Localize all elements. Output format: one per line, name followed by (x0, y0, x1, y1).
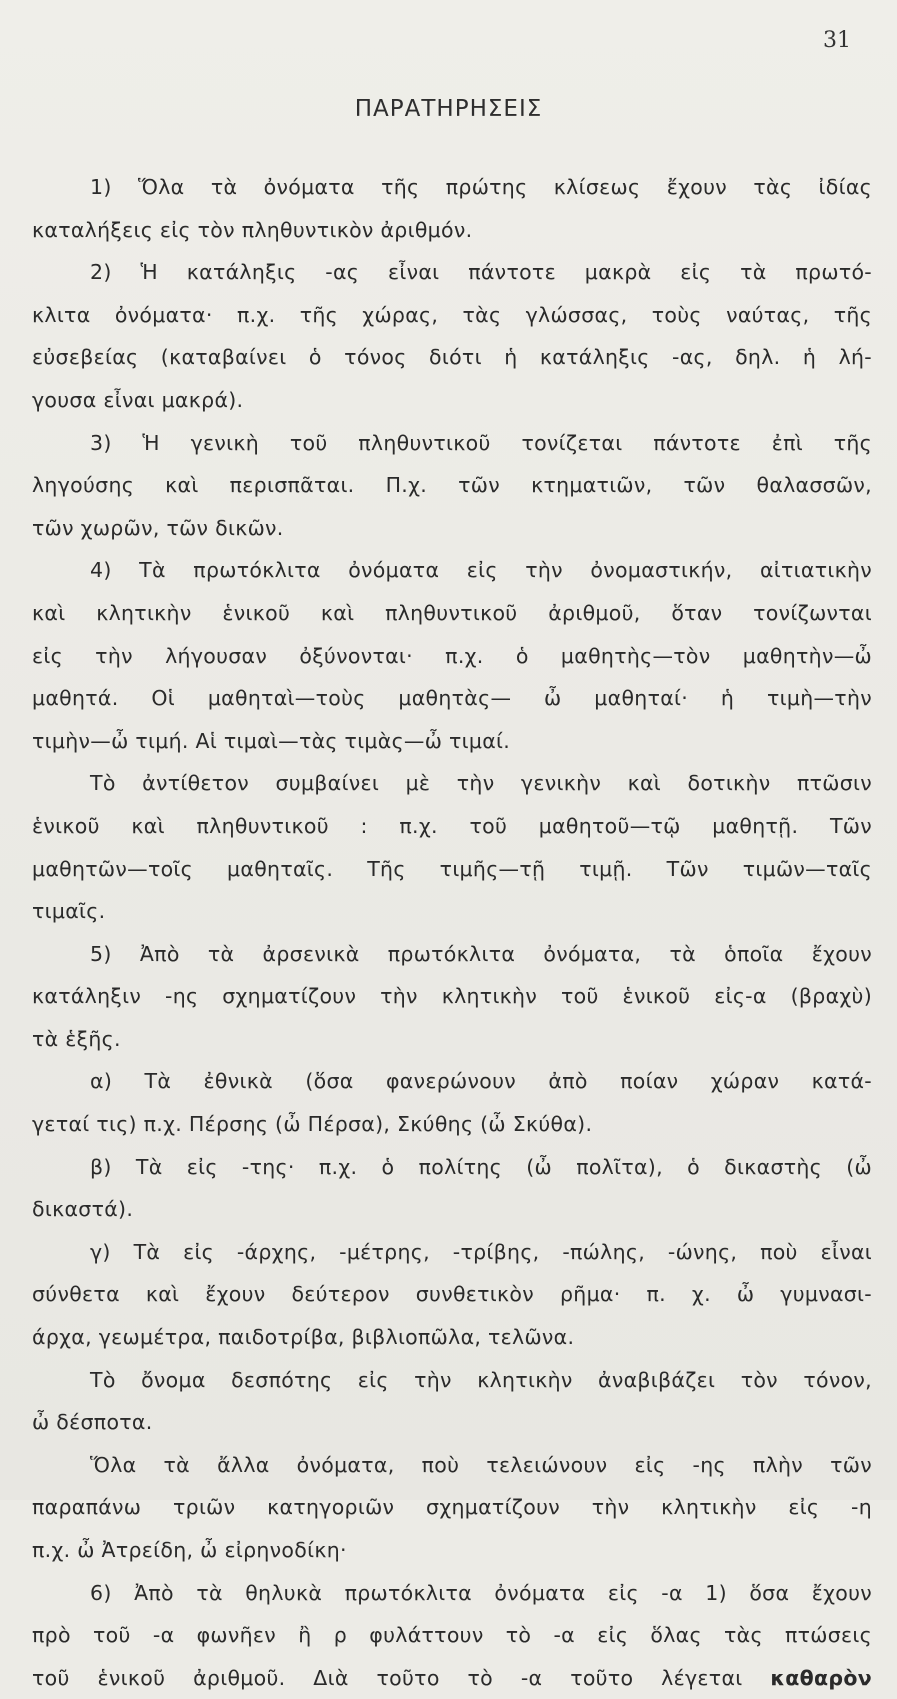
text-line-content: δικαστά). (32, 1197, 134, 1222)
text-line (32, 1188, 872, 1231)
text-line (32, 1060, 872, 1103)
text-line-content: ἑνικοῦ καὶ πληθυντικοῦ : π.χ. τοῦ μαθητοῦ—τῷ μαθητῇ. Τῶν (32, 813, 872, 838)
text-line-content: καὶ κλητικὴν ἑνικοῦ καὶ πληθυντικοῦ ἀριθμοῦ, ὅταν τονίζωνται (32, 600, 872, 625)
bold-word: καθαρὸν (770, 1665, 872, 1690)
text-line (32, 294, 872, 337)
text-line-content: πρὸ τοῦ -α φωνῆεν ἢ ρ φυλάττουν τὸ -α εἰς ὅλας τὰς πτώσεις (32, 1623, 872, 1648)
text-line-content: παραπάνω τριῶν κατηγοριῶν σχηματίζουν τὴν κλητικὴν εἰς -η (32, 1495, 872, 1520)
text-line (32, 1614, 872, 1657)
text-line (32, 1401, 872, 1444)
text-line-content: καταλήξεις εἰς τὸν πληθυντικὸν ἀριθμόν. (32, 217, 473, 242)
text-line (32, 166, 872, 209)
text-line-content: τοῦ ἑνικοῦ ἀριθμοῦ. Διὰ τοῦτο τὸ -α τοῦτο λέγεται (32, 1665, 743, 1690)
text-line-content: κατάληξιν -ης σχηματίζουν τὴν κλητικὴν τοῦ ἑνικοῦ εἰς-α (βραχὺ) (32, 984, 872, 1009)
text-line-content: εὐσεβείας (καταβαίνει ὁ τόνος διότι ἡ κατάληξις -ας, δηλ. ἡ λή- (32, 345, 872, 370)
text-line-content: μαθητά. Οἱ μαθηταὶ—τοὺς μαθητὰς— ὦ μαθηταί· ἡ τιμὴ—τὴν (32, 686, 872, 711)
text-line (32, 379, 872, 422)
text-line (32, 1529, 872, 1572)
text-line-content: 6) Ἀπὸ τὰ θηλυκὰ πρωτόκλιτα ὀνόματα εἰς -α 1) ὅσα ἔχουν (90, 1580, 872, 1605)
text-line-content: τιμὴν—ὦ τιμή. Αἱ τιμαὶ—τὰς τιμὰς—ὦ τιμαί. (32, 728, 511, 753)
text-line (32, 848, 872, 891)
text-line-content: σύνθετα καὶ ἔχουν δεύτερον συνθετικὸν ρῆμα· π. χ. ὦ γυμνασι- (32, 1282, 872, 1307)
page-heading: ΠΑΡΑΤΗΡΗΣΕΙΣ (354, 96, 543, 122)
text-line (32, 1103, 872, 1146)
text-line (32, 1486, 872, 1529)
text-line-content: 4) Τὰ πρωτόκλιτα ὀνόματα εἰς τὴν ὀνομαστικήν, αἰτιατικὴν (90, 558, 872, 583)
text-line (32, 464, 872, 507)
text-line (32, 1273, 872, 1316)
text-line (32, 549, 872, 592)
page-number: 31 (823, 28, 851, 53)
text-line-content: 1) Ὅλα τὰ ὀνόματα τῆς πρώτης κλίσεως ἔχουν τὰς ἰδίας (90, 175, 872, 199)
text-line (32, 635, 872, 678)
text-line-content: Τὸ ἀντίθετον συμβαίνει μὲ τὴν γενικὴν καὶ δοτικὴν πτῶσιν (90, 771, 872, 796)
text-line-content: 2) Ἡ κατάληξις -ας εἶναι πάντοτε μακρὰ εἰς τὰ πρωτό- (90, 260, 872, 285)
text-line (32, 336, 872, 379)
text-line (32, 762, 872, 805)
text-line-content: μαθητῶν—τοῖς μαθηταῖς. Τῆς τιμῆς—τῇ τιμῇ. Τῶν τιμῶν—ταῖς (32, 856, 872, 881)
text-line-content: 3) Ἡ γενικὴ τοῦ πληθυντικοῦ τονίζεται πάντοτε ἐπὶ τῆς (90, 430, 872, 455)
text-line (32, 1018, 872, 1061)
text-line (32, 975, 872, 1018)
text-line (32, 507, 872, 550)
text-line (32, 677, 872, 720)
text-line-content: γεταί τις) π.χ. Πέρσης (ὦ Πέρσα), Σκύθης (ὦ Σκύθα). (32, 1112, 593, 1137)
text-line (32, 1444, 872, 1487)
text-line (32, 890, 872, 933)
text-line-content: άρχα, γεωμέτρα, παιδοτρίβα, βιβλιοπῶλα, τελῶνα. (32, 1325, 575, 1350)
text-line-content: τὰ ἑξῆς. (32, 1026, 121, 1051)
text-line-content: β) Τὰ εἰς -της· π.χ. ὁ πολίτης (ὦ πολῖτα), ὁ δικαστὴς (ὦ (90, 1154, 872, 1179)
text-line (32, 592, 872, 635)
text-line (32, 1146, 872, 1189)
text-line (32, 1657, 872, 1699)
body-text (32, 166, 872, 1699)
text-line-content: γουσα εἶναι μακρά). (32, 387, 244, 412)
text-line-content: κλιτα ὀνόματα· π.χ. τῆς χώρας, τὰς γλώσσας, τοὺς ναύτας, τῆς (32, 302, 872, 327)
text-line-content: π.χ. ὦ Ἀτρείδη, ὦ εἰρηνοδίκη· (32, 1538, 347, 1562)
text-line (32, 251, 872, 294)
text-line-content: γ) Τὰ εἰς -άρχης, -μέτρης, -τρίβης, -πώλης, -ώνης, ποὺ εἶναι (90, 1239, 872, 1264)
text-line (32, 209, 872, 252)
text-line (32, 422, 872, 465)
text-line-content: τῶν χωρῶν, τῶν δικῶν. (32, 515, 284, 540)
text-line-content: Τὸ ὄνομα δεσπότης εἰς τὴν κλητικὴν ἀναβιβάζει τὸν τόνον, (90, 1367, 872, 1392)
text-line-content: Ὅλα τὰ ἄλλα ὀνόματα, ποὺ τελειώνουν εἰς -ης πλὴν τῶν (90, 1452, 872, 1477)
text-line-content: α) Τὰ ἐθνικὰ (ὅσα φανερώνουν ἀπὸ ποίαν χώραν κατά- (90, 1069, 872, 1094)
text-line-content: εἰς τὴν λήγουσαν ὀξύνονται· π.χ. ὁ μαθητὴς—τὸν μαθητὴν—ὦ (32, 643, 872, 668)
text-line-content: τιμαῖς. (32, 899, 106, 924)
text-line (32, 805, 872, 848)
text-line (32, 720, 872, 763)
text-line (32, 933, 872, 976)
text-line (32, 1572, 872, 1615)
text-line-content: 5) Ἀπὸ τὰ ἀρσενικὰ πρωτόκλιτα ὀνόματα, τὰ ὁποῖα ἔχουν (90, 941, 872, 966)
text-line-content: ληγούσης καὶ περισπᾶται. Π.χ. τῶν κτηματιῶν, τῶν θαλασσῶν, (32, 473, 872, 498)
text-line (32, 1359, 872, 1402)
text-line (32, 1231, 872, 1274)
text-line-content: ὦ δέσποτα. (32, 1410, 153, 1435)
text-line (32, 1316, 872, 1359)
